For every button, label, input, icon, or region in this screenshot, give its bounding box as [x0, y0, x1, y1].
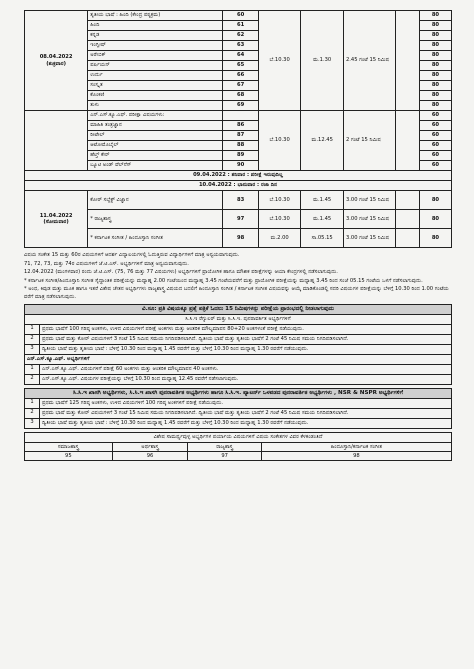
note-2: 71, 72, 73, ಮತ್ತು 74ರ ವಿಷಯಗಳಿಗೆ ಜೆ.ಟಿ.ಎಸ್. ಅಭ್ಯರ್ಥಿಗಳಿಗೆ ಮಾತ್ರ ಅನ್ವಯವಾಗುವುದು.	[24, 260, 189, 267]
code-cell	[223, 111, 259, 121]
date-text: 08.04.2022	[39, 54, 73, 60]
marks-cell: 80	[419, 61, 451, 71]
code-cell: 89	[223, 151, 259, 161]
subject-cell: ಪರ್ಷಿಯನ್	[88, 61, 223, 71]
date-text: 11.04.2022	[39, 212, 73, 219]
code-cell: 98	[223, 229, 259, 248]
exam-timetable	[24, 10, 452, 248]
marks-cell: 80	[419, 21, 451, 31]
note-4: * ಕರ್ನಾಟಕ ಸಂಗೀತ/ಹಿಂದೂಸ್ತಾನಿ ಸಂಗೀತ ಸೈದ್ಧಾಂತಿಕ ಪರೀಕ್ಷೆಯನ್ನು ಮಧ್ಯಾಹ್ನ 2.00 ಗಂಟೆಯಿಂದ ಮಧ್ಯಾಹ್ನ 3.45 ಗಂಟೆಯವರೆಗೆ ಮತ್ತು ಪ್ರಾಯೋಗಿಕ ಪರೀಕ್ಷೆಯನ್ನು ಮಧ್ಯಾಹ್ನ 3.45 ರಿಂದ ಸಂಜೆ 05.15 ಗಂಟೆಯ ಒಳಗೆ ನಡೆಸಲಾಗುವುದು.	[24, 277, 423, 284]
code-cell: 60	[223, 11, 259, 21]
subject-cell: ರೀಟೇಲ್	[88, 131, 223, 141]
duration-cell: 3.00 ಗಂಟೆ 15 ನಿಮಿಷ	[343, 210, 395, 229]
list-item: 3 ದ್ವಿತೀಯ ಭಾಷೆ ಮತ್ತು ತೃತೀಯ ಭಾಷೆ : ಬೆಳಿಗ್ಗೆ 10.30 ರಿಂದ ಮಧ್ಯಾಹ್ನ 1.45 ರವರೆಗೆ ಮತ್ತು ಬೆಳಿಗ್ಗೆ 10.30 ರಿಂದ ಮಧ್ಯಾಹ್ನ 1.30 ರವರೆಗೆ ನಡೆಯುವುದು.	[25, 345, 451, 355]
subject-cell: ಉರ್ದು	[88, 71, 223, 81]
subject-cell: ಆಟೋಮೊಬೈಲ್	[88, 141, 223, 151]
day-text: (ಶುಕ್ರವಾರ)	[46, 60, 66, 67]
notes-section	[24, 252, 452, 301]
subject-cell: ಬ್ಯೂಟಿ ಅಂಡ್ ವೆಲ್‌ನೆಸ್	[88, 161, 223, 171]
subject-cell: ಅರೇಬಿಕ್	[88, 51, 223, 61]
duration-cell: 2 ಗಂಟೆ 15 ನಿಮಿಷ	[343, 111, 395, 171]
code-cell: 97	[188, 452, 261, 461]
marks-cell: 80	[419, 101, 451, 111]
code-cell: 90	[223, 161, 259, 171]
code-cell: 83	[223, 191, 259, 210]
marks-cell: 60	[419, 111, 451, 121]
end-time-cell: ಮ.1.30	[301, 11, 344, 111]
marks-cell: 80	[419, 81, 451, 91]
marks-cell: 60	[419, 141, 451, 151]
table-row	[25, 171, 452, 181]
list-item: 1 ಎನ್.ಎಸ್.ಕ್ಯೂ.ಎಫ್. ವಿಷಯಗಳಿಗೆ ಪರೀಕ್ಷೆ 60 ಅಂಕಗಳು ಮತ್ತು ಆಂತರಿಕ ಮೌಲ್ಯಮಾಪನ 40 ಅಂಕಗಳು.	[25, 365, 451, 375]
marks-cell: 80	[419, 41, 451, 51]
blank-cell	[395, 11, 419, 111]
special-codes-table	[24, 442, 452, 461]
code-cell: 69	[223, 101, 259, 111]
note-1: ವಿಷಯ ಸಂಕೇತ 15 ಮತ್ತು 60ರ ವಿಷಯಗಳಿಗೆ ಆದರ್ಶ ವಿದ್ಯಾಲಯಗಳಲ್ಲಿ ಓದುತ್ತಿರುವ ವಿದ್ಯಾರ್ಥಿಗಳಿಗೆ ಮಾತ್ರ ಅನ್ವಯವಾಗುವುದು.	[24, 252, 240, 258]
start-time-cell: ಬೆ.10.30	[258, 191, 300, 210]
table-row	[25, 111, 452, 121]
table-row	[25, 181, 452, 191]
instructions-box-private	[24, 388, 452, 429]
code-cell: 67	[223, 81, 259, 91]
subject-cell: ಎನ್.ಎಸ್.ಕ್ಯೂ.ಎಫ್. ಪರೀಕ್ಷಾ ವಿಷಯಗಳು:	[88, 111, 223, 121]
list-item-text: ಪ್ರಥಮ ಭಾಷೆಗೆ 100 ಗರಿಷ್ಠ ಅಂಕಗಳು, ಉಳಿದ ವಿಷಯಗಳಿಗೆ ಪರೀಕ್ಷೆ ಅಂಕಗಳು ಮತ್ತು ಆಂತರಿಕ ಮೌಲ್ಯಮಾಪನ 80+20 ಅಂಕಗಳಂತೆ ಪರೀಕ್ಷೆ ನಡೆಯುವುದು.	[42, 326, 304, 333]
list-item-text: ಎನ್.ಎಸ್.ಕ್ಯೂ.ಎಫ್. ವಿಷಯಗಳಿಗೆ ಪರೀಕ್ಷೆ 60 ಅಂಕಗಳು ಮತ್ತು ಆಂತರಿಕ ಮೌಲ್ಯಮಾಪನ 40 ಅಂಕಗಳು.	[42, 366, 219, 373]
marks-cell: 80	[419, 210, 451, 229]
note-3: 12.04.2022 (ಮಂಗಳವಾರ) ರಂದು ಜೆ.ಟಿ.ಎಸ್. (75, 76 ಮತ್ತು 77 ವಿಷಯಗಳು) ಅಭ್ಯರ್ಥಿಗಳಿಗೆ ಪ್ರಾಯೋಗಿಕ ಹಾಗೂ ಮೌಖಿಕ ಪರೀಕ್ಷೆಗಳನ್ನು ಆಯಾ ಕೇಂದ್ರಗಳಲ್ಲಿ ನಡೆಸಲಾಗುವುದು.	[24, 269, 338, 276]
list-item: 2 ಪ್ರಥಮ ಭಾಷೆ ಮತ್ತು ಕೋರ್ ವಿಷಯಗಳಿಗೆ 3 ಗಂಟೆ 15 ನಿಮಿಷ ಸಮಯ ನಿಗದಿಪಡಿಸಲಾಗಿದೆ. ದ್ವಿತೀಯ ಭಾಷೆ ಮತ್ತು ತೃತೀಯ ಭಾಷೆಗೆ 2 ಗಂಟೆ 45 ನಿಮಿಷ ಸಮಯ ನಿಗದಿಪಡಿಸಲಾಗಿದೆ.	[25, 409, 451, 419]
duration-cell: 2.45 ಗಂಟೆ 15 ನಿಮಿಷ	[343, 11, 395, 111]
code-cell: 64	[223, 51, 259, 61]
subject-cell: ಇಂಗ್ಲೀಷ್	[88, 41, 223, 51]
marks-cell: 80	[419, 229, 451, 248]
header-cell: ರಾಜ್ಯಶಾಸ್ತ್ರ	[188, 443, 261, 452]
subject-cell: ತುಳು	[88, 101, 223, 111]
list-item: 1 ಪ್ರಥಮ ಭಾಷೆಗೆ 125 ಗರಿಷ್ಠ ಅಂಕಗಳು, ಉಳಿದ ವಿಷಯಗಳಿಗೆ 100 ಗರಿಷ್ಠ ಅಂಕಗಳಿಗೆ ಪರೀಕ್ಷೆ ನಡೆಯುವುದು.	[25, 399, 451, 409]
start-time-cell: ಮ.2.00	[258, 229, 300, 248]
list-item-text: ಎನ್.ಎಸ್.ಕ್ಯೂ.ಎಫ್. ವಿಷಯಗಳ ಪರೀಕ್ಷೆಯನ್ನು ಬೆಳಿಗ್ಗೆ 10.30 ರಿಂದ ಮಧ್ಯಾಹ್ನ 12.45 ರವರೆಗೆ ನಡೆಸಲಾಗುವುದು.	[42, 376, 239, 383]
box-subtitle: ಸಿ.ಸಿ.ಇ ರೆಗ್ಯುಲರ್ ಮತ್ತು ಸಿ.ಸಿ.ಇ. ಪುನರಾವರ್ತಿತ ಅಭ್ಯರ್ಥಿಗಳಿಗೆ	[25, 315, 451, 325]
day-text: (ಸೋಮವಾರ)	[43, 219, 69, 225]
code-cell: 63	[223, 41, 259, 51]
subject-cell: ಕೊಂಕಣಿ	[88, 91, 223, 101]
code-cell: 62	[223, 31, 259, 41]
table-row	[25, 11, 452, 21]
subject-cell: * ಕರ್ನಾಟಕ ಸಂಗೀತ / ಹಿಂದೂಸ್ತಾನಿ ಸಂಗೀತ	[88, 229, 223, 248]
code-cell: 97	[223, 210, 259, 229]
list-item-text: ಪ್ರಥಮ ಭಾಷೆ ಮತ್ತು ಕೋರ್ ವಿಷಯಗಳಿಗೆ 3 ಗಂಟೆ 15 ನಿಮಿಷ ಸಮಯ ನಿಗದಿಪಡಿಸಲಾಗಿದೆ. ದ್ವಿತೀಯ ಭಾಷೆ ಮತ್ತು ತೃತೀಯ ಭಾಷೆಗೆ 2 ಗಂಟೆ 45 ನಿಮಿಷ ಸಮಯ ನಿಗದಿಪಡಿಸಲಾಗಿದೆ.	[42, 336, 349, 343]
subject-cell: ಕೋರ್ ಸಬ್ಜೆಕ್ಟ್ ವಿಜ್ಞಾನ	[88, 191, 223, 210]
date-cell	[25, 11, 88, 111]
box-title: ಸಿ.ಸಿ.ಇ ಖಾಸಗಿ ಅಭ್ಯರ್ಥಿಗಳು, ಸಿ.ಸಿ.ಇ ಖಾಸಗಿ ಪುನರಾವರ್ತಿತ ಅಭ್ಯರ್ಥಿಗಳು ಹಾಗೂ ಸಿ.ಸಿ.ಇ. ಪ್ಯಾಟರ್ನ್ ಒಳಪಡದ ಪುನರಾವರ್ತಿತ ಅಭ್ಯರ್ಥಿಗಳು , NSR & NSPR ಅಭ್ಯರ್ಥಿಗಳಿಗೆ	[25, 389, 451, 399]
code-cell: 95	[25, 452, 113, 461]
end-time-cell: ಸಾ.05.15	[301, 229, 344, 248]
list-item-text: ಪ್ರಥಮ ಭಾಷೆಗೆ 125 ಗರಿಷ್ಠ ಅಂಕಗಳು, ಉಳಿದ ವಿಷಯಗಳಿಗೆ 100 ಗರಿಷ್ಠ ಅಂಕಗಳಿಗೆ ಪರೀಕ್ಷೆ ನಡೆಯುವುದು.	[42, 400, 223, 407]
subject-cell: ಕನ್ನಡ	[88, 31, 223, 41]
code-cell: 65	[223, 61, 259, 71]
list-item: 2 ಪ್ರಥಮ ಭಾಷೆ ಮತ್ತು ಕೋರ್ ವಿಷಯಗಳಿಗೆ 3 ಗಂಟೆ 15 ನಿಮಿಷ ಸಮಯ ನಿಗದಿಪಡಿಸಲಾಗಿದೆ. ದ್ವಿತೀಯ ಭಾಷೆ ಮತ್ತು ತೃತೀಯ ಭಾಷೆಗೆ 2 ಗಂಟೆ 45 ನಿಮಿಷ ಸಮಯ ನಿಗದಿಪಡಿಸಲಾಗಿದೆ.	[25, 335, 451, 345]
date-cell	[25, 111, 88, 171]
end-time-cell: ಮ.1.45	[301, 191, 344, 210]
code-cell: 88	[223, 141, 259, 151]
code-cell: 87	[223, 131, 259, 141]
marks-cell: 80	[419, 91, 451, 101]
list-item: 2 ಎನ್.ಎಸ್.ಕ್ಯೂ.ಎಫ್. ವಿಷಯಗಳ ಪರೀಕ್ಷೆಯನ್ನು ಬೆಳಿಗ್ಗೆ 10.30 ರಿಂದ ಮಧ್ಯಾಹ್ನ 12.45 ರವರೆಗೆ ನಡೆಸಲಾಗುವುದು.	[25, 375, 451, 384]
break-cell: 10.04.2022 : ಭಾನುವಾರ : ರಜಾ ದಿನ	[25, 181, 452, 191]
start-time-cell: ಬೆ.10.30	[258, 210, 300, 229]
subject-cell: ತೃತೀಯ ಭಾಷೆ : ಹಿಂದಿ (ಕೇಂದ್ರ ಪಠ್ಯಕ್ರಮ)	[88, 11, 223, 21]
code-cell: 68	[223, 91, 259, 101]
header-cell: ಅರ್ಥಶಾಸ್ತ್ರ	[112, 443, 188, 452]
end-time-cell: ಮ.1.45	[301, 210, 344, 229]
blank-cell	[395, 229, 419, 248]
table-row	[25, 210, 452, 229]
end-time-cell: ಮ.12.45	[301, 111, 344, 171]
blank-cell	[395, 210, 419, 229]
marks-cell: 60	[419, 121, 451, 131]
instructions-box-regular	[24, 304, 452, 385]
date-cell	[25, 191, 88, 248]
code-cell: 96	[112, 452, 188, 461]
duration-cell: 3.00 ಗಂಟೆ 15 ನಿಮಿಷ	[343, 229, 395, 248]
start-time-cell: ಬೆ.10.30	[258, 11, 300, 111]
special-codes-title: ವಿಶೇಷ ಸಾಮರ್ಥ್ಯವುಳ್ಳ ಅಭ್ಯರ್ಥಿಗಳ ಪರ್ಯಾಯ ವಿಷಯಗಳಿಗೆ ವಿಷಯ ಸಂಕೇತಗಳ ವಿವರ ಕೆಳಕಂಡಂತಿದೆ	[24, 432, 452, 442]
header-cell: ಹಿಂದೂಸ್ತಾನಿ/ಕರ್ನಾಟಕ ಸಂಗೀತ	[261, 443, 451, 452]
list-item-text: ದ್ವಿತೀಯ ಭಾಷೆ ಮತ್ತು ತೃತೀಯ ಭಾಷೆ : ಬೆಳಿಗ್ಗೆ 10.30 ರಿಂದ ಮಧ್ಯಾಹ್ನ 1.45 ರವರೆಗೆ ಮತ್ತು ಬೆಳಿಗ್ಗೆ 10.30 ರಿಂದ ಮಧ್ಯಾಹ್ನ 1.30 ರವರೆಗೆ ನಡೆಯುವುದು.	[42, 346, 309, 353]
break-cell: 09.04.2022 : ಶನಿವಾರ : ಪರೀಕ್ಷೆ ಇರುವುದಿಲ್ಲ	[25, 171, 452, 181]
table-row	[25, 191, 452, 210]
marks-cell: 80	[419, 191, 451, 210]
blank-cell	[395, 191, 419, 210]
subject-cell: ಹೆಲ್ತ್ ಕೇರ್	[88, 151, 223, 161]
list-item-text: ಪ್ರಥಮ ಭಾಷೆ ಮತ್ತು ಕೋರ್ ವಿಷಯಗಳಿಗೆ 3 ಗಂಟೆ 15 ನಿಮಿಷ ಸಮಯ ನಿಗದಿಪಡಿಸಲಾಗಿದೆ. ದ್ವಿತೀಯ ಭಾಷೆ ಮತ್ತು ತೃತೀಯ ಭಾಷೆಗೆ 2 ಗಂಟೆ 45 ನಿಮಿಷ ಸಮಯ ನಿಗದಿಪಡಿಸಲಾಗಿದೆ.	[42, 410, 349, 417]
subject-cell: * ರಾಜ್ಯಶಾಸ್ತ್ರ	[88, 210, 223, 229]
code-cell: 61	[223, 21, 259, 31]
table-row	[25, 229, 452, 248]
marks-cell: 80	[419, 31, 451, 41]
marks-cell: 60	[419, 131, 451, 141]
marks-cell: 60	[419, 151, 451, 161]
box-title: ವಿ.ಸೂ: ಪ್ರತಿ ವಿಷಯಕ್ಕೂ ಪ್ರಶ್ನೆ ಪತ್ರಿಕೆ ಓದಲು 15 ನಿಮಿಷಗಳನ್ನು ಪರೀಕ್ಷೆಯ ಪ್ರಾರಂಭದಲ್ಲಿ ನೀಡಲಾಗುವುದು	[25, 305, 451, 315]
blank-cell	[395, 111, 419, 171]
list-item: 3 ದ್ವಿತೀಯ ಭಾಷೆ ಮತ್ತು ತೃತೀಯ ಭಾಷೆ : ಬೆಳಿಗ್ಗೆ 10.30 ರಿಂದ ಮಧ್ಯಾಹ್ನ 1.45 ರವರೆಗೆ ಮತ್ತು ಬೆಳಿಗ್ಗೆ 10.30 ರಿಂದ ಮಧ್ಯಾಹ್ನ 1.30 ರವರೆಗೆ ನಡೆಯುವುದು.	[25, 419, 451, 428]
subject-cell: ಹಿಂದಿ	[88, 21, 223, 31]
marks-cell: 60	[419, 161, 451, 171]
code-cell: 98	[261, 452, 451, 461]
header-cell: ಸಮಾಜಶಾಸ್ತ್ರ	[25, 443, 113, 452]
list-item-text: ದ್ವಿತೀಯ ಭಾಷೆ ಮತ್ತು ತೃತೀಯ ಭಾಷೆ : ಬೆಳಿಗ್ಗೆ 10.30 ರಿಂದ ಮಧ್ಯಾಹ್ನ 1.45 ರವರೆಗೆ ಮತ್ತು ಬೆಳಿಗ್ಗೆ 10.30 ರಿಂದ ಮಧ್ಯಾಹ್ನ 1.30 ರವರೆಗೆ ನಡೆಯುವುದು.	[42, 420, 309, 427]
duration-cell: 3.00 ಗಂಟೆ 15 ನಿಮಿಷ	[343, 191, 395, 210]
start-time-cell: ಬೆ.10.30	[258, 111, 300, 171]
subject-cell: ಸಂಸ್ಕೃತ	[88, 81, 223, 91]
subject-cell: ಮಾಹಿತಿ ತಂತ್ರಜ್ಞಾನ	[88, 121, 223, 131]
note-5: * ಅಂಧ, ಕಿವುಡ ಮತ್ತು ಮೂಕ ಹಾಗೂ ಇತರೆ ವಿಶೇಷ ಚೇತನ ಅಭ್ಯರ್ಥಿಗಳು ರಾಜ್ಯಶಾಸ್ತ್ರ ವಿಷಯದ ಬದಲಿಗೆ ಹಿಂದೂಸ್ತಾನಿ ಸಂಗೀತ / ಕರ್ನಾಟಕ ಸಂಗೀತ ವಿಷಯವನ್ನು ಆಯ್ಕೆ ಮಾಡಿಕೊಂಡಲ್ಲಿ ಸದರಿ ವಿಷಯಗಳ ಪರೀಕ್ಷೆಯನ್ನು ಬೆಳಿಗ್ಗೆ 10.30 ರಿಂದ 1.00 ಗಂಟೆಯ ವರೆಗೆ ಮಾತ್ರ ನಡೆಸಲಾಗುವುದು.	[24, 286, 449, 300]
nsqf-heading: ಎನ್.ಎಸ್.ಕ್ಯೂ.ಎಫ್. ಅಭ್ಯರ್ಥಿಗಳಿಗೆ	[25, 355, 451, 365]
code-cell: 86	[223, 121, 259, 131]
code-cell: 66	[223, 71, 259, 81]
list-item: 1 ಪ್ರಥಮ ಭಾಷೆಗೆ 100 ಗರಿಷ್ಠ ಅಂಕಗಳು, ಉಳಿದ ವಿಷಯಗಳಿಗೆ ಪರೀಕ್ಷೆ ಅಂಕಗಳು ಮತ್ತು ಆಂತರಿಕ ಮೌಲ್ಯಮಾಪನ 80+20 ಅಂಕಗಳಂತೆ ಪರೀಕ್ಷೆ ನಡೆಯುವುದು.	[25, 325, 451, 335]
marks-cell: 80	[419, 51, 451, 61]
timetable-page	[24, 10, 452, 461]
marks-cell: 80	[419, 71, 451, 81]
marks-cell: 80	[419, 11, 451, 21]
